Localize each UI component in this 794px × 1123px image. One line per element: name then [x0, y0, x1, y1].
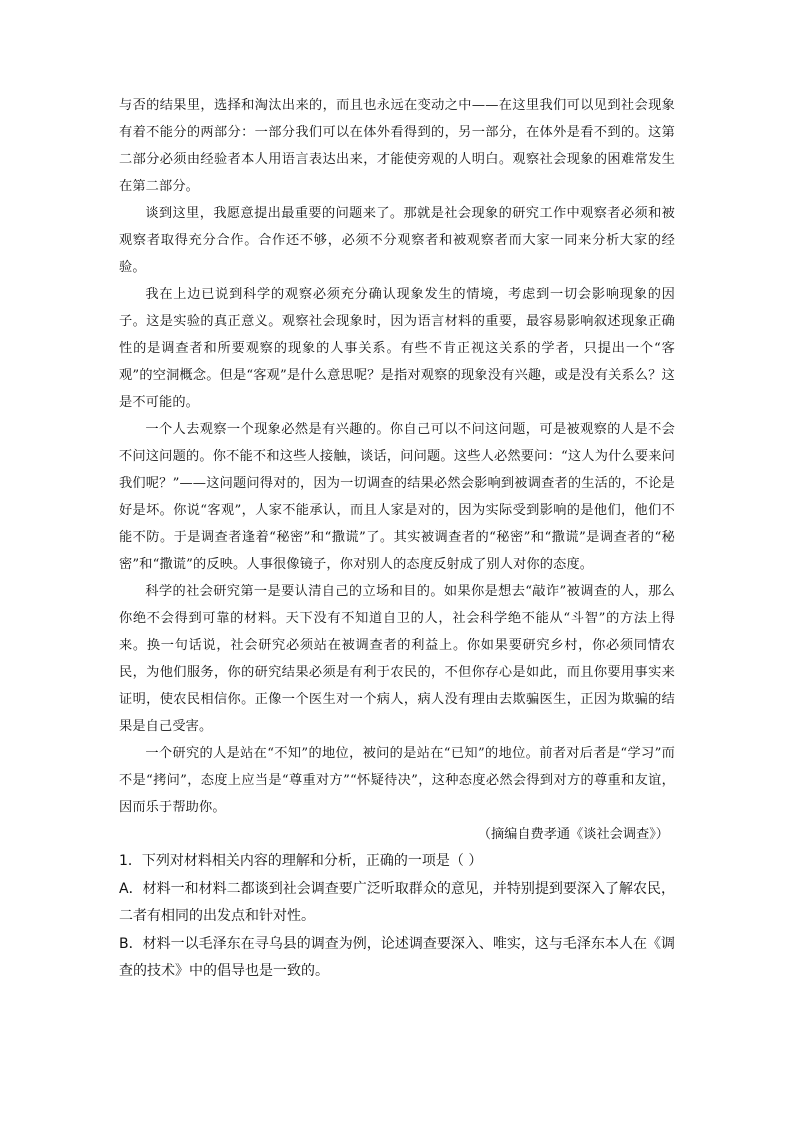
passage-paragraph: 与否的结果里，选择和淘汰出来的，而且也永远在变动之中——在这里我们可以见到社会现象有着不能分的两部分：一部分我们可以在体外看得到的，另一部分，在体外是看不到的。这第二部分必须由经验者本人用语言表达出来，才能使旁观的人明白。观察社会现象的困难常发生在第二部分。 — [119, 98, 675, 194]
passage-paragraph: 一个研究的人是站在“不知”的地位，被问的是站在“已知”的地位。前者对后者是“学习”而不是“拷问”，态度上应当是“尊重对方”“怀疑待决”，这种态度必然会得到对方的尊重和友谊，因而乐于帮助你。 — [119, 746, 675, 815]
passage-source: （摘编自费孝通《谈社会调查》） — [477, 827, 669, 842]
passage-paragraph: 谈到这里，我愿意提出最重要的问题来了。那就是社会现象的研究工作中观察者必须和被观察者取得充分合作。合作还不够，必须不分观察者和被观察者而大家一同来分析大家的经验。 — [119, 206, 675, 275]
question-option-a: A．材料一和材料二都谈到社会调查要广泛听取群众的意见，并特别提到要深入了解农民，二者有相同的出发点和针对性。 — [119, 880, 675, 924]
passage-paragraph: 科学的社会研究第一是要认清自己的立场和目的。如果你是想去“敲诈”被调查的人，那么你绝不会得到可靠的材料。天下没有不知道自卫的人，社会科学绝不能从“斗智”的方法上得来。换一句话说，社会研究必须站在被调查者的利益上。你如果要研究乡村，你必须同情农民，为他们服务，你的研究结果必须是有利于农民的，不但你存心是如此，而且你要用事实来证明，使农民相信你。正像一个医生对一个病人，病人没有理由去欺骗医生，正因为欺骗的结果是自己受害。 — [119, 584, 675, 734]
passage-paragraph: 我在上边已说到科学的观察必须充分确认现象发生的情境，考虑到一切会影响现象的因子。这是实验的真正意义。观察社会现象时，因为语言材料的重要，最容易影响叙述现象正确性的是调查者和所要观察的现象的人事关系。有些不肯正视这关系的学者，只提出一个“客观”的空洞概念。但是“客观”是什么意思呢？是指对观察的现象没有兴趣，或是没有关系么？这是不可能的。 — [119, 287, 675, 410]
page-content — [119, 92, 675, 986]
question-option-b: B．材料一以毛泽东在寻乌县的调查为例，论述调查要深入、唯实，这与毛泽东本人在《调查的技术》中的倡导也是一致的。 — [119, 935, 675, 979]
passage-paragraph: 一个人去观察一个现象必然是有兴趣的。你自己可以不问这问题，可是被观察的人是不会不问这问题的。你不能不和这些人接触，谈话，问问题。这些人必然要问：“这人为什么要来问我们呢？”——这问题问得对的，因为一切调查的结果必然会影响到被调查者的生活的，不论是好是坏。你说“客观”，人家不能承认，而且人家是对的，因为实际受到影响的是他们，他们不能不防。于是调查者逢着“秘密”和“撒谎”了。其实被调查者的“秘密”和“撒谎”是调查者的“秘密”和“撒谎”的反映。人事很像镜子，你对别人的态度反射成了别人对你的态度。 — [119, 422, 675, 572]
question-stem: 1．下列对材料相关内容的理解和分析，正确的一项是（ ） — [119, 853, 483, 869]
